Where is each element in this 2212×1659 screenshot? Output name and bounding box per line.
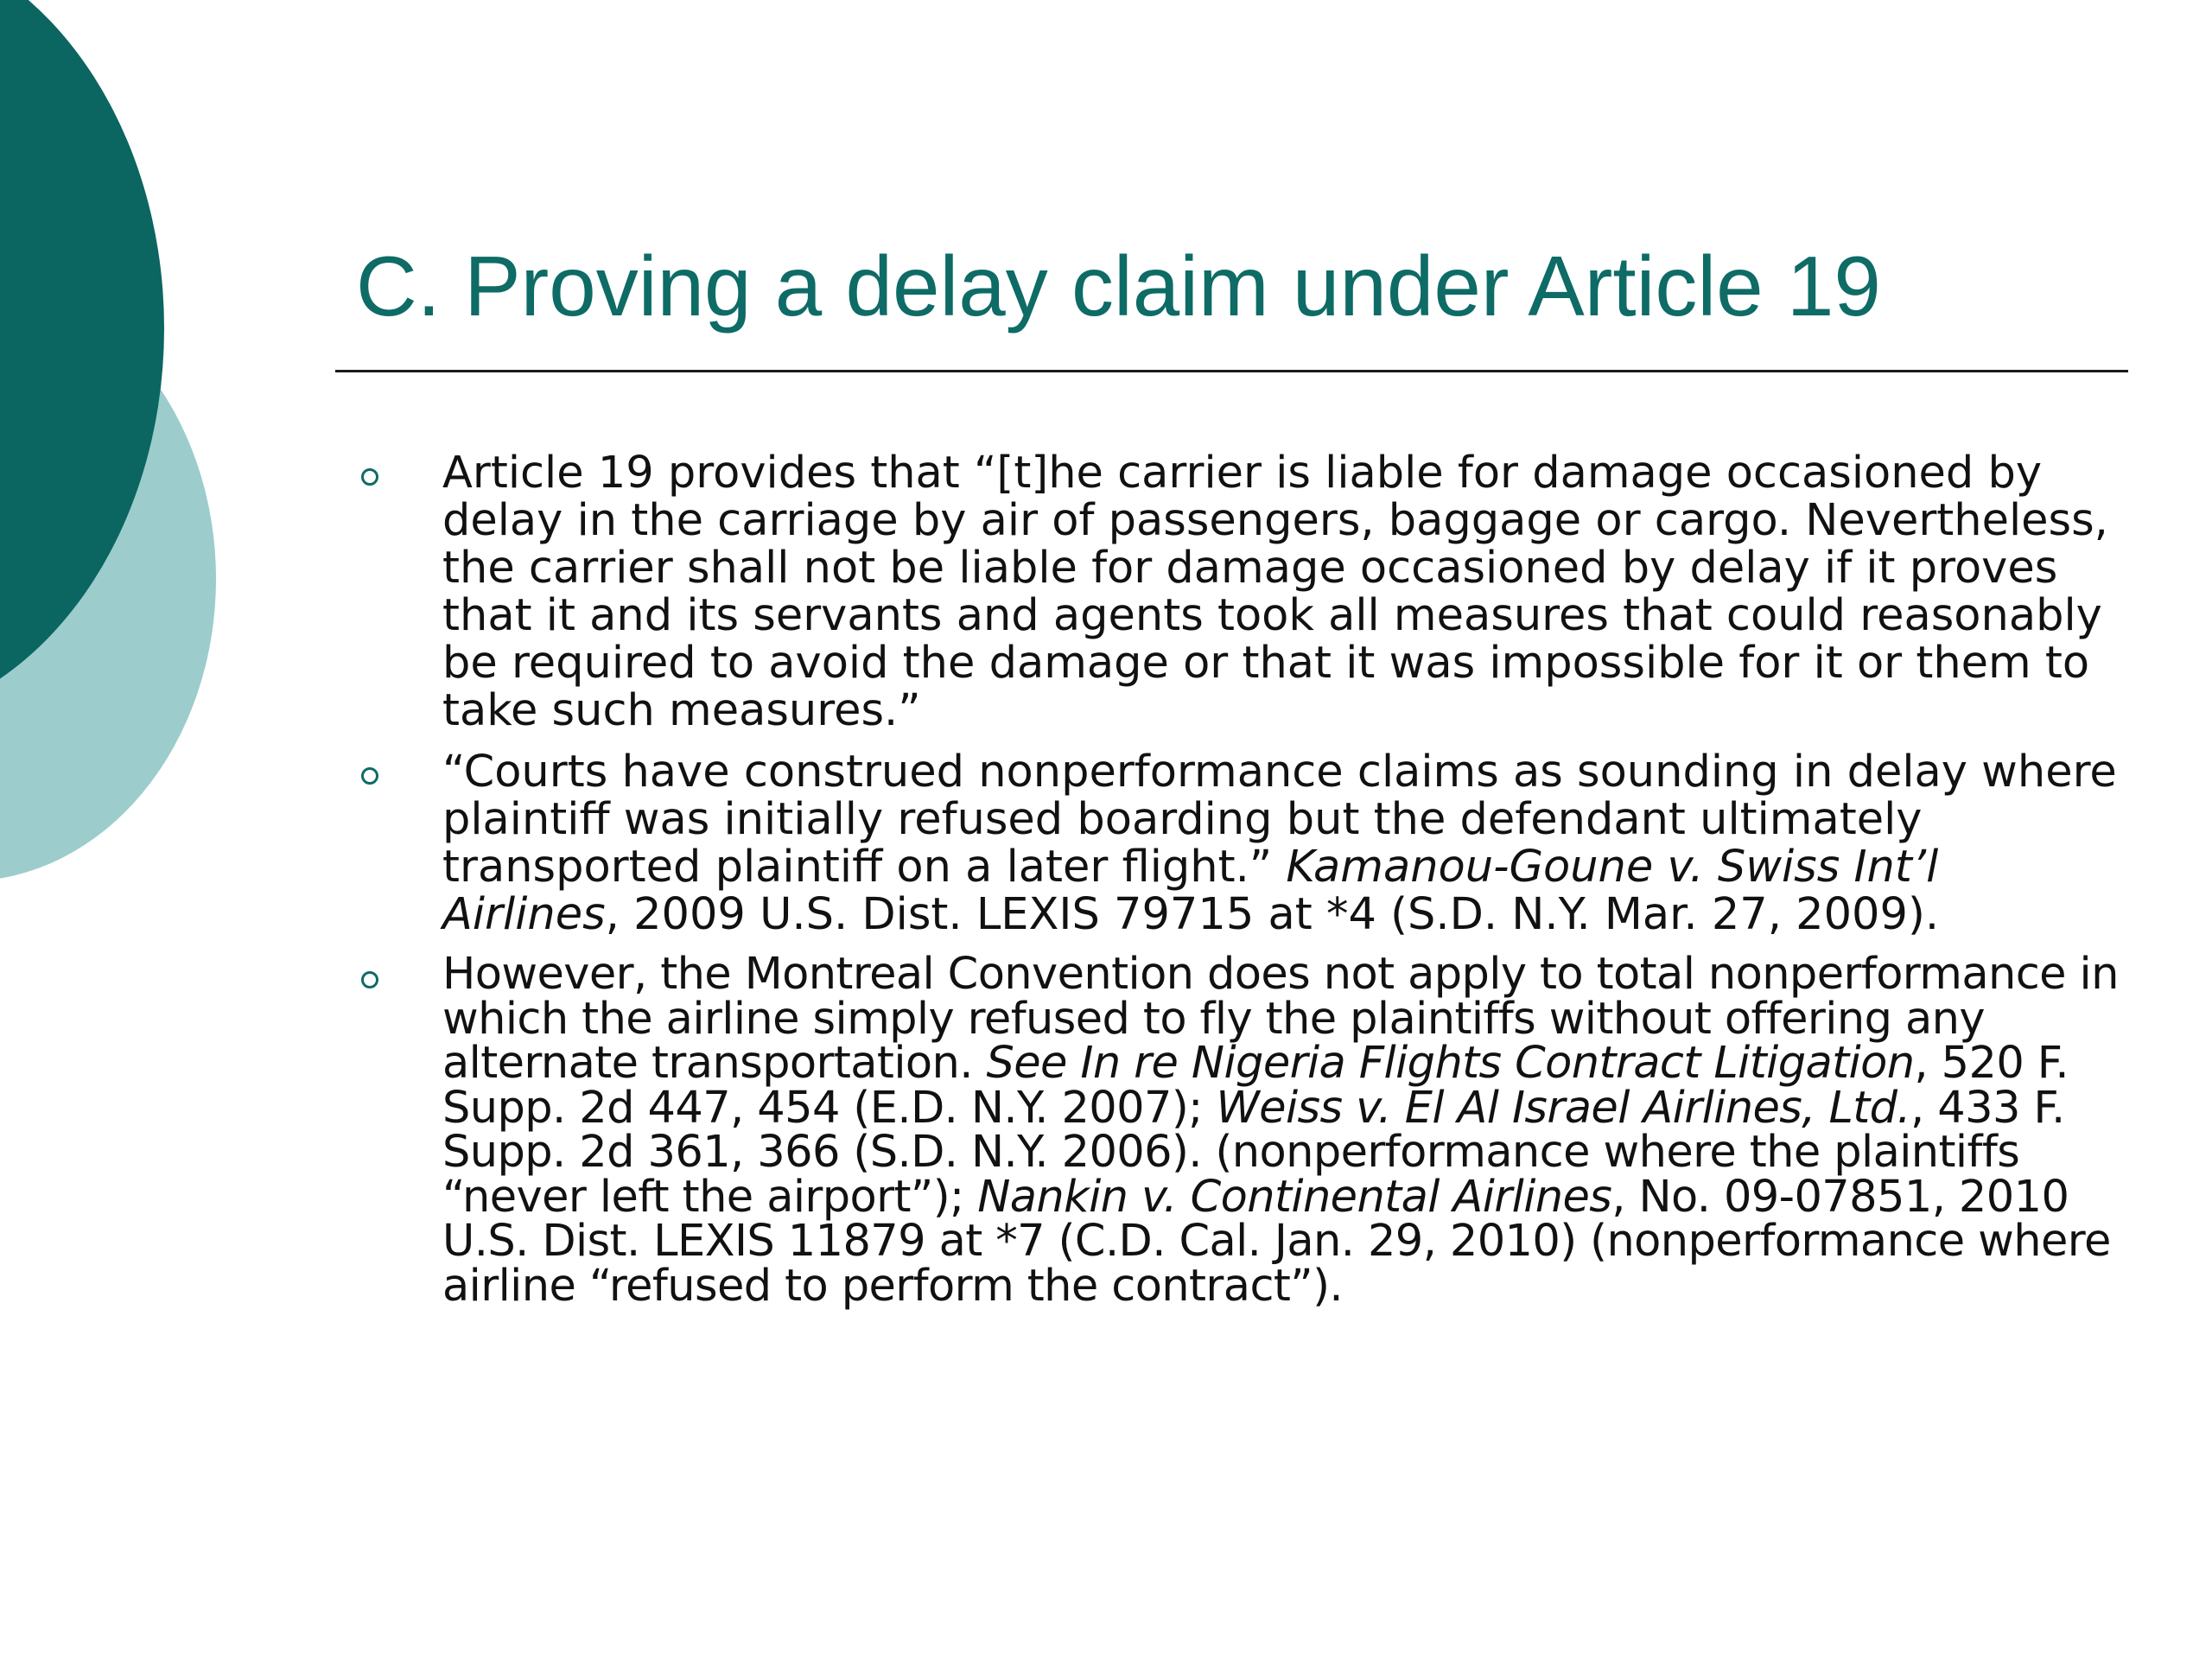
case-citation: Nankin v. Continental Airlines [977,1171,1612,1223]
bullet-text-segment: “Courts have construed nonperformance claims as sounding in delay where plaintiff was initially refused boarding but the defendant ultimately transported plaintiff on a later flight.” [442,747,2117,893]
bullet-text-segment: , 520 F. Supp. 2d 447, 454 (E.D. N.Y. 2007); [442,1038,2069,1134]
bullet-text [442,747,2117,940]
hollow-circle-bullet-icon [361,767,378,785]
bullet-item [356,748,2119,938]
bullet-text-segment: , No. 09-07851, 2010 U.S. Dist. LEXIS 11879 at *7 (C.D. Cal. Jan. 29, 2010) (nonperformance where airline “refused to perform the contract”). [442,1171,2111,1312]
hollow-circle-bullet-icon [361,971,378,988]
case-citation: Kamanou-Goune v. Swiss Int’l Airlines [442,842,1939,940]
bullet-text-segment: , 2009 U.S. Dist. LEXIS 79715 at *4 (S.D. N.Y. Mar. 27, 2009). [605,889,1940,940]
bullet-text [442,448,2108,736]
title-divider [335,370,2128,372]
bullet-text-segment: However, the Montreal Convention does not apply to total nonperformance in which the airline simply refused to fly the plaintiffs without offering any alternate transportation. [442,949,2119,1089]
bullet-text-segment: Article 19 provides that “[t]he carrier is liable for damage occasioned by delay in the carriage by air of passengers, baggage or cargo. Nevertheless, the carrier shall not be liable for damage occasioned by delay if it proves that it and its servants and agents took all measures that could reasonably be required to avoid the damage or that it was impossible for it or them to take such measures.” [442,448,2108,736]
bullet-list [356,448,2119,1312]
bullet-item [356,949,2119,1312]
bullet-text-segment: , 433 F. Supp. 2d 361, 366 (S.D. N.Y. 2006). (nonperformance where the plaintiffs “never left the airport”); [442,1082,2065,1223]
hollow-circle-bullet-icon [361,468,378,486]
case-citation: See In re Nigeria Flights Contract Litigation [986,1038,1915,1089]
bullet-item [356,449,2119,734]
bullet-text [442,949,2119,1312]
case-citation: Weiss v. El Al Israel Airlines, Ltd. [1216,1082,1911,1134]
slide-title: C. Proving a delay claim under Article 19 [356,238,1881,334]
